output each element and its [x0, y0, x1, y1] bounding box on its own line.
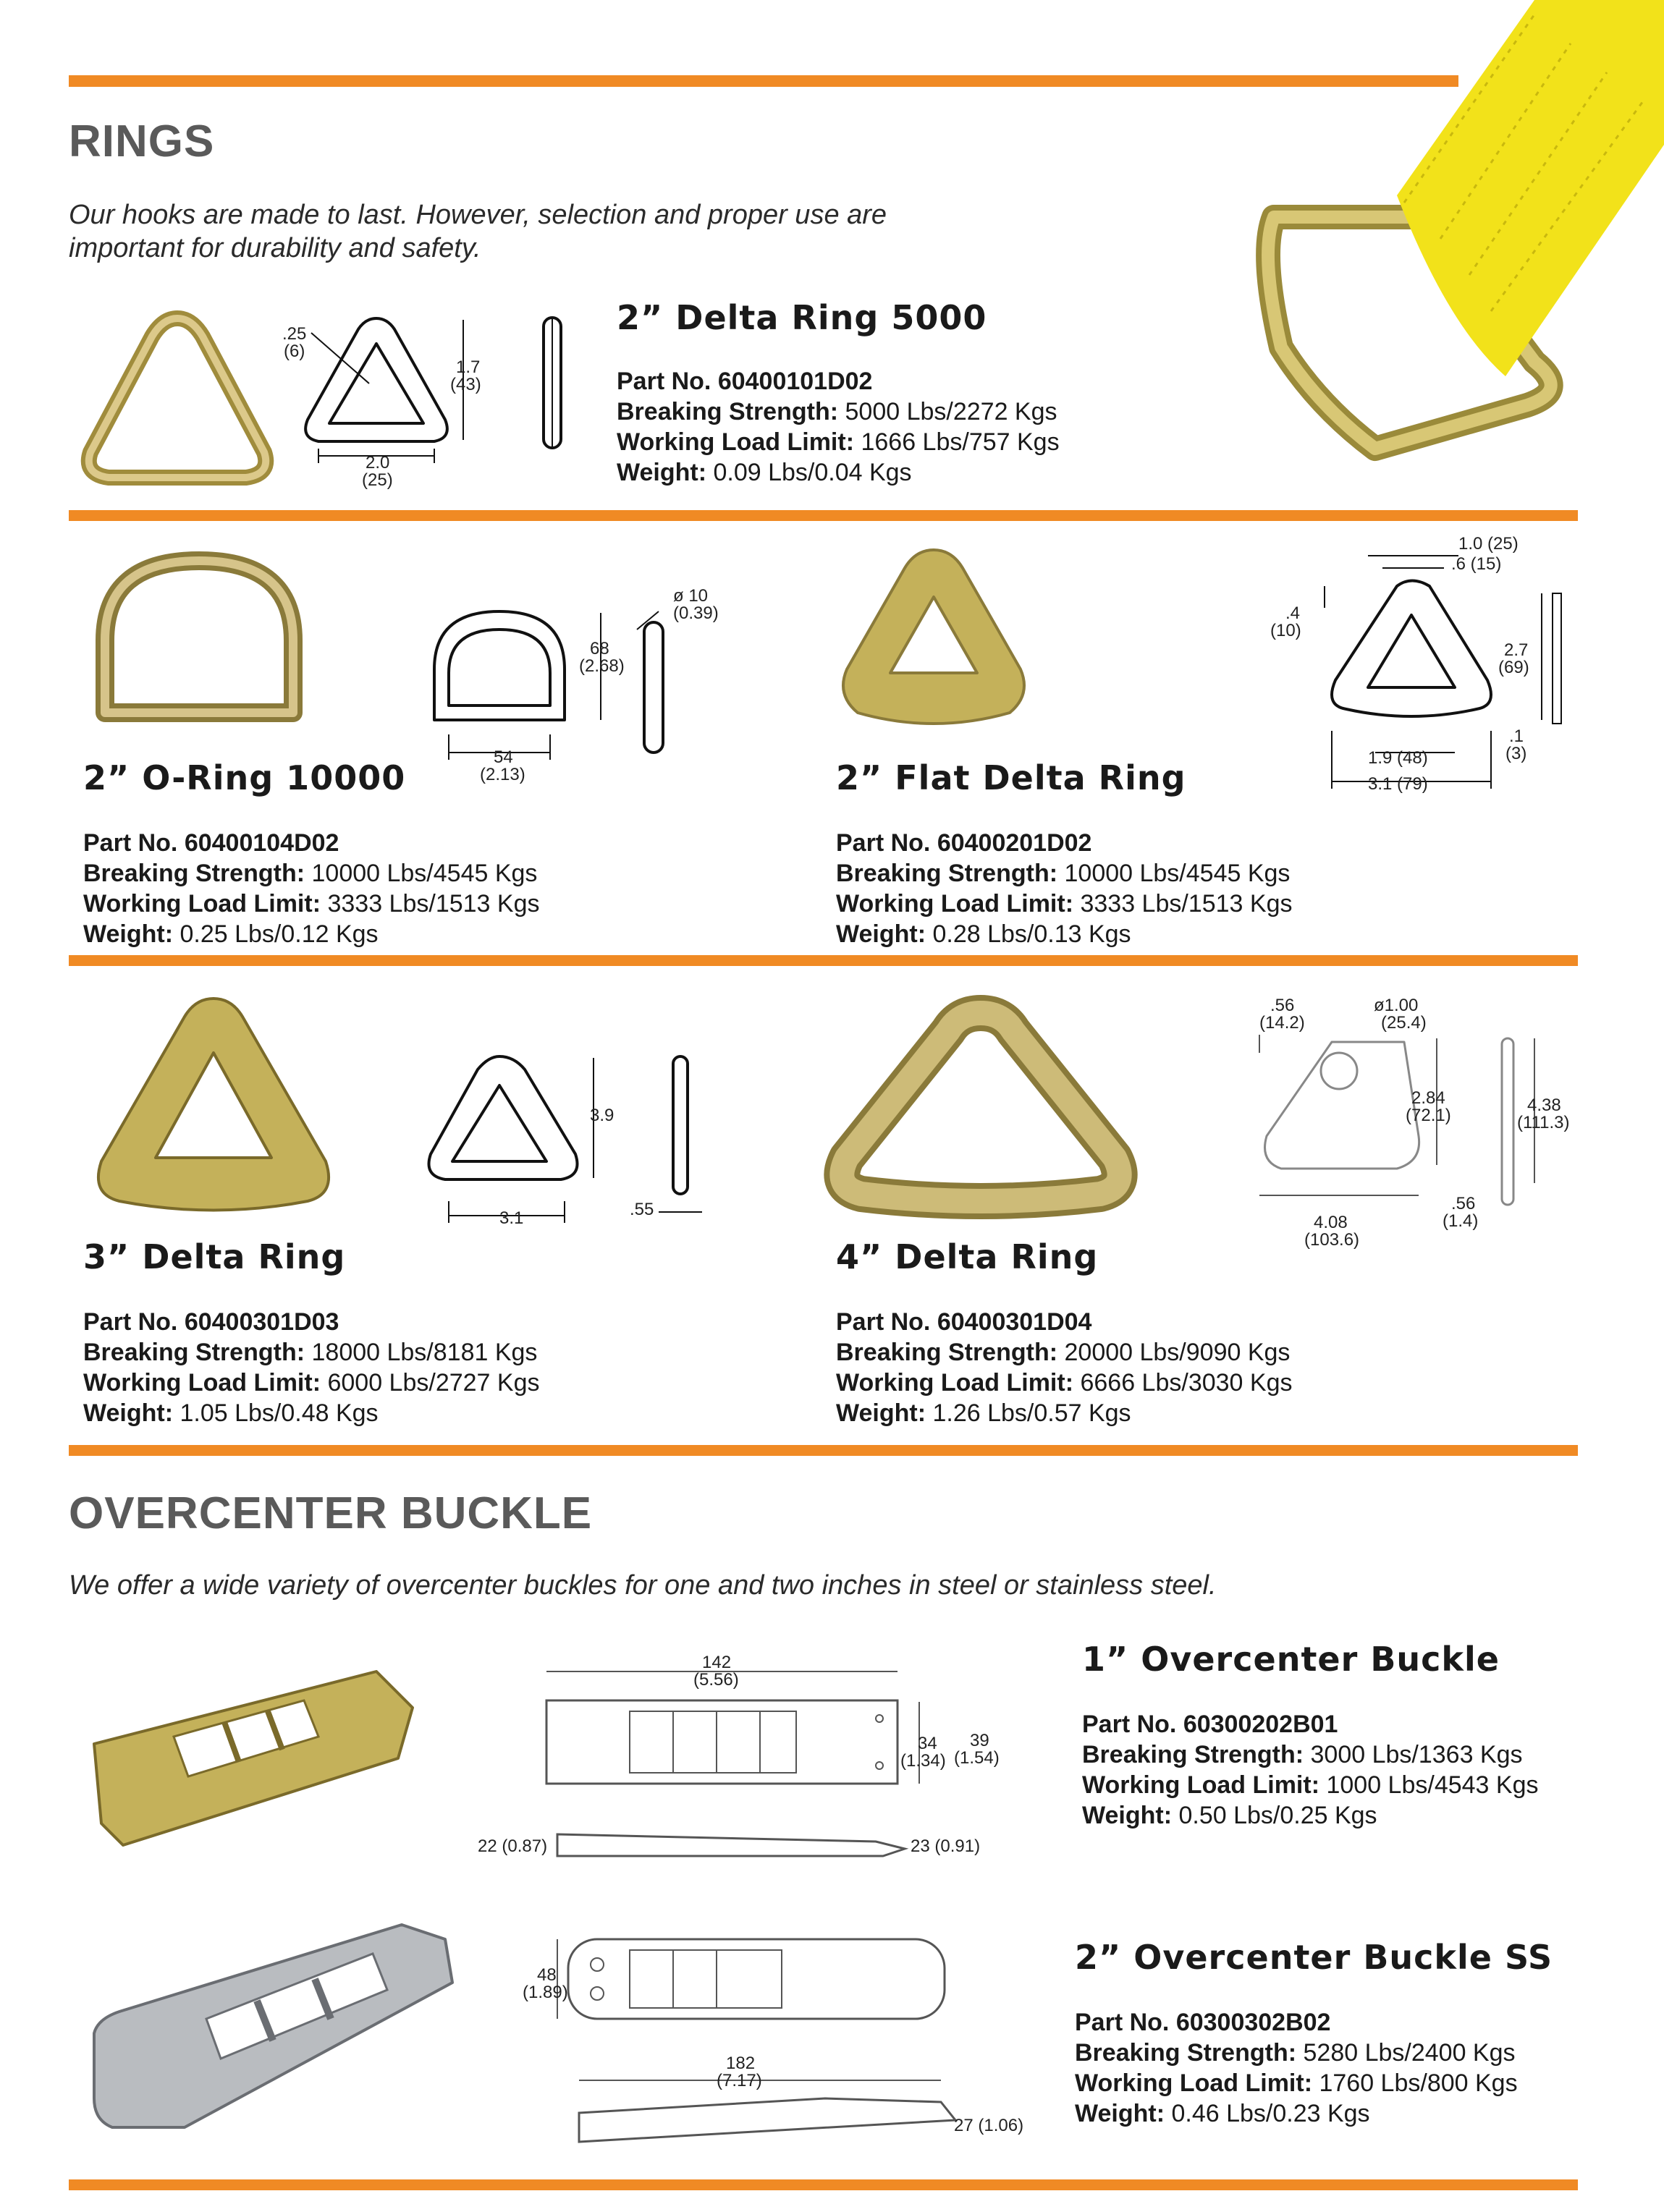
product-title: 2” Delta Ring 5000 [617, 298, 987, 337]
dim-label: 4.38 [1527, 1096, 1561, 1115]
delta-ring-5000-side-view [539, 315, 568, 452]
divider-bottom [69, 2179, 1578, 2190]
dim-label: (0.39) [673, 603, 719, 623]
overcenter-buckle-2in-photo [83, 1910, 460, 2156]
dim-label: 22 (0.87) [478, 1836, 548, 1856]
delta-ring-4in-photo [825, 999, 1136, 1216]
dim-label: 142 [702, 1653, 732, 1672]
o-ring-10000-diagram [427, 604, 615, 778]
dim-label: (3) [1505, 744, 1527, 763]
dim-label: (111.3) [1517, 1113, 1570, 1132]
dim-label: (14.2) [1259, 1013, 1305, 1033]
dim-label: (25) [362, 470, 393, 490]
buckle-section-title: OVERCENTER BUCKLE [69, 1488, 593, 1538]
dim-label: .56 [1451, 1194, 1476, 1213]
dim-label: .55 [630, 1200, 654, 1219]
delta-ring-3in-photo [80, 984, 347, 1223]
dim-label: .1 [1509, 726, 1524, 746]
dim-label: 3.1 (79) [1368, 774, 1428, 794]
dim-label: 34 [918, 1734, 937, 1753]
product-title: 2” Flat Delta Ring [836, 758, 1186, 797]
rings-section-title: RINGS [69, 116, 215, 166]
dim-label: (103.6) [1304, 1230, 1360, 1250]
product-specs: Part No. 60400301D03 Breaking Strength: 18000 Lbs/8181 Kgs Working Load Limit: 6000 Lbs/2727 Kgs Weight: 1.05 Lbs/0.48 Kgs [83, 1308, 540, 1427]
dim-label: .25 [282, 324, 307, 344]
dim-label: 23 (0.91) [911, 1836, 981, 1856]
dim-label: 27 (1.06) [954, 2116, 1024, 2135]
delta-ring-5000-diagram [297, 311, 499, 485]
o-ring-10000-photo [83, 546, 315, 742]
dim-label: 2.7 [1504, 640, 1529, 660]
strap-with-delta-ring-photo [1230, 0, 1664, 507]
product-specs: Part No. 60300302B02 Breaking Strength: 5280 Lbs/2400 Kgs Working Load Limit: 1760 Lbs/800 Kgs Weight: 0.46 Lbs/0.23 Kgs [1075, 2009, 1518, 2127]
dim-label: 3.9 [590, 1106, 615, 1125]
divider-3 [69, 1445, 1578, 1456]
dim-label: (6) [284, 342, 305, 361]
dim-label: 182 [726, 2054, 756, 2073]
dim-label: (1.89) [523, 1983, 568, 2002]
dim-label: (5.56) [693, 1670, 739, 1690]
dim-label: .6 (15) [1451, 554, 1502, 574]
dim-label: 54 [494, 747, 513, 767]
dim-label: 39 [970, 1731, 989, 1750]
dim-label: (43) [450, 375, 481, 394]
product-specs: Part No. 60400201D02 Breaking Strength: 10000 Lbs/4545 Kgs Working Load Limit: 3333 Lbs/1513 Kgs Weight: 0.28 Lbs/0.13 Kgs [836, 829, 1293, 948]
dim-label: 1.0 (25) [1458, 534, 1519, 554]
product-title: 4” Delta Ring [836, 1237, 1099, 1276]
product-title: 2” Overcenter Buckle SS [1075, 1938, 1553, 1977]
dim-label: ø 10 [673, 586, 709, 606]
delta-ring-5000-photo [76, 304, 279, 492]
dim-label: (7.17) [717, 2071, 762, 2090]
o-ring-10000-side-view [630, 608, 673, 753]
product-specs: Part No. 60400104D02 Breaking Strength: 10000 Lbs/4545 Kgs Working Load Limit: 3333 Lbs/1513 Kgs Weight: 0.25 Lbs/0.12 Kgs [83, 829, 540, 948]
dim-label: ø1.00 [1374, 996, 1419, 1015]
delta-ring-3in-diagram [427, 1049, 717, 1230]
dim-label: (1.4) [1443, 1211, 1479, 1231]
dim-label: .4 [1285, 603, 1301, 623]
dim-label: .56 [1270, 996, 1295, 1015]
product-specs: Part No. 60400301D04 Breaking Strength: 20000 Lbs/9090 Kgs Working Load Limit: 6666 Lbs/3030 Kgs Weight: 1.26 Lbs/0.57 Kgs [836, 1308, 1293, 1427]
product-specs: Part No. 60400101D02 Breaking Strength: 5000 Lbs/2272 Kgs Working Load Limit: 1666 Lbs/757 Kgs Weight: 0.09 Lbs/0.04 Kgs [617, 368, 1060, 486]
rings-intro-line2: important for durability and safety. [69, 233, 481, 263]
dim-label: (2.13) [480, 765, 525, 784]
dim-label: (10) [1270, 621, 1301, 640]
buckle-intro: We offer a wide variety of overcenter buckles for one and two inches in steel or stainless steel. [69, 1570, 1217, 1601]
dim-label: 4.08 [1314, 1213, 1348, 1232]
divider-2 [69, 955, 1578, 966]
dim-label: 68 [590, 639, 609, 658]
product-title: 3” Delta Ring [83, 1237, 346, 1276]
product-title: 1” Overcenter Buckle [1082, 1640, 1500, 1679]
overcenter-buckle-1in-photo [80, 1657, 427, 1852]
dim-label: (2.68) [579, 656, 625, 676]
dim-label: 2.0 [366, 453, 390, 473]
dim-label: (72.1) [1406, 1106, 1451, 1125]
dim-label: (1.34) [900, 1751, 946, 1771]
delta-ring-4in-diagram [1245, 1006, 1556, 1223]
dim-label: 3.1 [499, 1208, 524, 1228]
dim-label: 48 [537, 1965, 557, 1985]
product-specs: Part No. 60300202B01 Breaking Strength: 3000 Lbs/1363 Kgs Working Load Limit: 1000 Lbs/4543 Kgs Weight: 0.50 Lbs/0.25 Kgs [1082, 1711, 1539, 1829]
dim-label: (1.54) [954, 1748, 1000, 1768]
rings-intro-line1: Our hooks are made to last. However, selection and proper use are [69, 200, 887, 230]
dim-label: (69) [1498, 658, 1529, 677]
dim-label: 2.84 [1411, 1088, 1445, 1108]
flat-delta-ring-photo [832, 543, 1035, 738]
product-title: 2” O-Ring 10000 [83, 758, 406, 797]
dim-label: 1.7 [456, 357, 481, 377]
flat-delta-ring-diagram [1303, 543, 1571, 796]
dim-label: (25.4) [1381, 1013, 1427, 1033]
divider-1 [69, 510, 1578, 521]
dim-label: 1.9 (48) [1368, 748, 1428, 768]
